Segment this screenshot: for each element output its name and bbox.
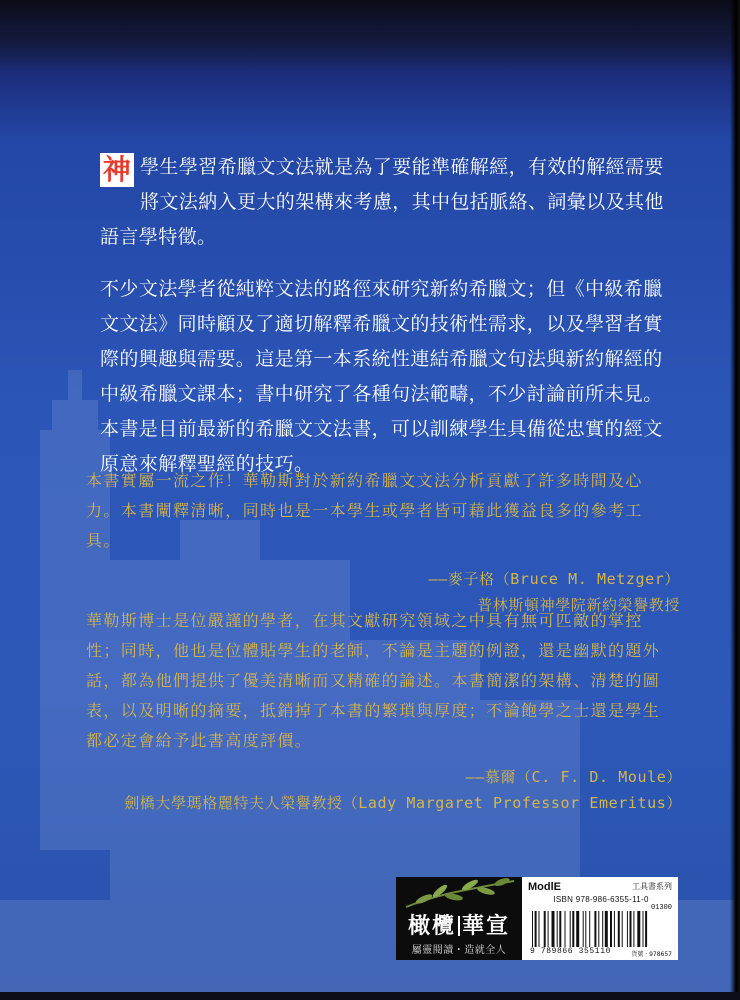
publisher-name-left: 橄欖 — [407, 913, 456, 939]
barcode-bar — [610, 911, 612, 947]
barcode-bar — [535, 911, 537, 947]
barcode-bar — [618, 911, 620, 947]
publisher-name — [396, 909, 522, 940]
barcode-bar — [576, 911, 579, 947]
barcode-digits: 9 789866 355110 — [530, 947, 612, 956]
sku-label: 貨號 · 978657 — [631, 951, 672, 958]
barcode-bar — [557, 911, 558, 947]
barcode-bar — [627, 911, 628, 947]
barcode-bar — [633, 911, 634, 947]
brand-label: ModlE — [528, 881, 561, 893]
barcode-panel — [526, 877, 676, 960]
cover-right-edge — [730, 0, 740, 1000]
barcode-bar — [630, 911, 632, 947]
endorsement-attribution — [86, 764, 682, 816]
publisher-tagline: 屬靈閱讀・造就全人 — [411, 945, 507, 956]
barcode-bar — [637, 911, 640, 947]
barcode-bar — [589, 911, 590, 947]
barcode-bar — [585, 911, 586, 947]
barcode-bar — [614, 911, 615, 947]
blurb-paragraph-2: 不少文法學者從純粹文法的路徑來研究新約希臘文；但《中級希臘文文法》同時顧及了適切解釋希臘文的技術性需求，以及學習者實際的興趣與需要。這是第一本系統性連結希臘文句法與新約解經的中級希臘文課本；書中研究了各種句法範疇，不少討論前所未見。本書是目前最新的希臘文文法書，可以訓練學生具備從忠實的經文原意來解釋聖經的技巧。 — [100, 278, 663, 475]
barcode-bar — [548, 911, 549, 947]
isbn-label: ISBN 978-986-6355-11-0 — [553, 895, 649, 904]
barcode-bar — [552, 911, 555, 947]
barcode-bar — [594, 911, 596, 947]
barcode-bar — [622, 911, 623, 947]
barcode-bars — [532, 911, 670, 947]
endorsement-author: ——慕爾（C. F. D. Moule） — [465, 768, 682, 786]
series-label: 工具書系列 — [632, 882, 672, 891]
barcode-bar — [559, 911, 561, 947]
barcode-bar — [565, 911, 566, 947]
publisher-name-right: 華宣 — [462, 913, 511, 939]
logo-divider — [458, 916, 460, 936]
endorsement-text: 本書實屬一流之作！華勒斯對於新約希臘文文法分析貢獻了許多時間及心力。本書闡釋清晰，同時也是一本學生或學者皆可藉此獲益良多的參考工具。 — [86, 471, 643, 550]
price-code: 01300 — [650, 904, 672, 912]
barcode-bar — [544, 911, 546, 947]
barcode-bar — [532, 911, 533, 947]
blurb-paragraph-1 — [100, 150, 670, 255]
barcode-bar — [570, 911, 571, 947]
barcode-bar — [583, 911, 584, 947]
olive-branch-icon — [396, 877, 522, 913]
blurb-paragraph-1-text: 學生學習希臘文文法就是為了要能準確解經，有效的解經需要將文法納入更大的架構來考慮，其中包括脈絡、詞彙以及其他語言學特徵。 — [100, 156, 664, 248]
barcode-bar — [643, 911, 644, 947]
publisher-logo — [396, 877, 522, 960]
barcode-bar — [605, 911, 608, 947]
cover-blurb — [100, 150, 670, 482]
endorsement-text: 華勒斯博士是位嚴謹的學者，在其文獻研究領域之中具有無可匹敵的掌控性；同時，他也是位體貼學生的老師，不論是主題的例證，還是幽默的題外話，都為他們提供了優美清晰而又精確的論述。本書簡潔的架構、清楚的圖表，以及明晰的摘要，抵銷掉了本書的繁瑣與厚度；不論飽學之士還是學生都必定會給予此書高度評價。 — [86, 611, 661, 750]
barcode-bar — [645, 911, 647, 947]
endorsement-moule — [86, 606, 682, 816]
drop-cap: 神 — [100, 153, 134, 187]
barcode-box — [396, 877, 678, 960]
endorsement-author: ——麥子格（Bruce M. Metzger） — [428, 570, 680, 588]
endorsement-author-title: 劍橋大學瑪格麗特夫人榮譽教授（Lady Margaret Professor Emeritus） — [124, 794, 682, 812]
barcode-bar — [572, 911, 574, 947]
barcode-bar — [598, 911, 599, 947]
endorsement-metzger — [86, 466, 680, 618]
cover-bottom-edge — [0, 992, 740, 1000]
endorsement-author-title: 普林斯頓神學院新約榮譽教授 — [477, 596, 680, 614]
barcode-bar — [602, 911, 603, 947]
barcode-bar — [539, 911, 540, 947]
